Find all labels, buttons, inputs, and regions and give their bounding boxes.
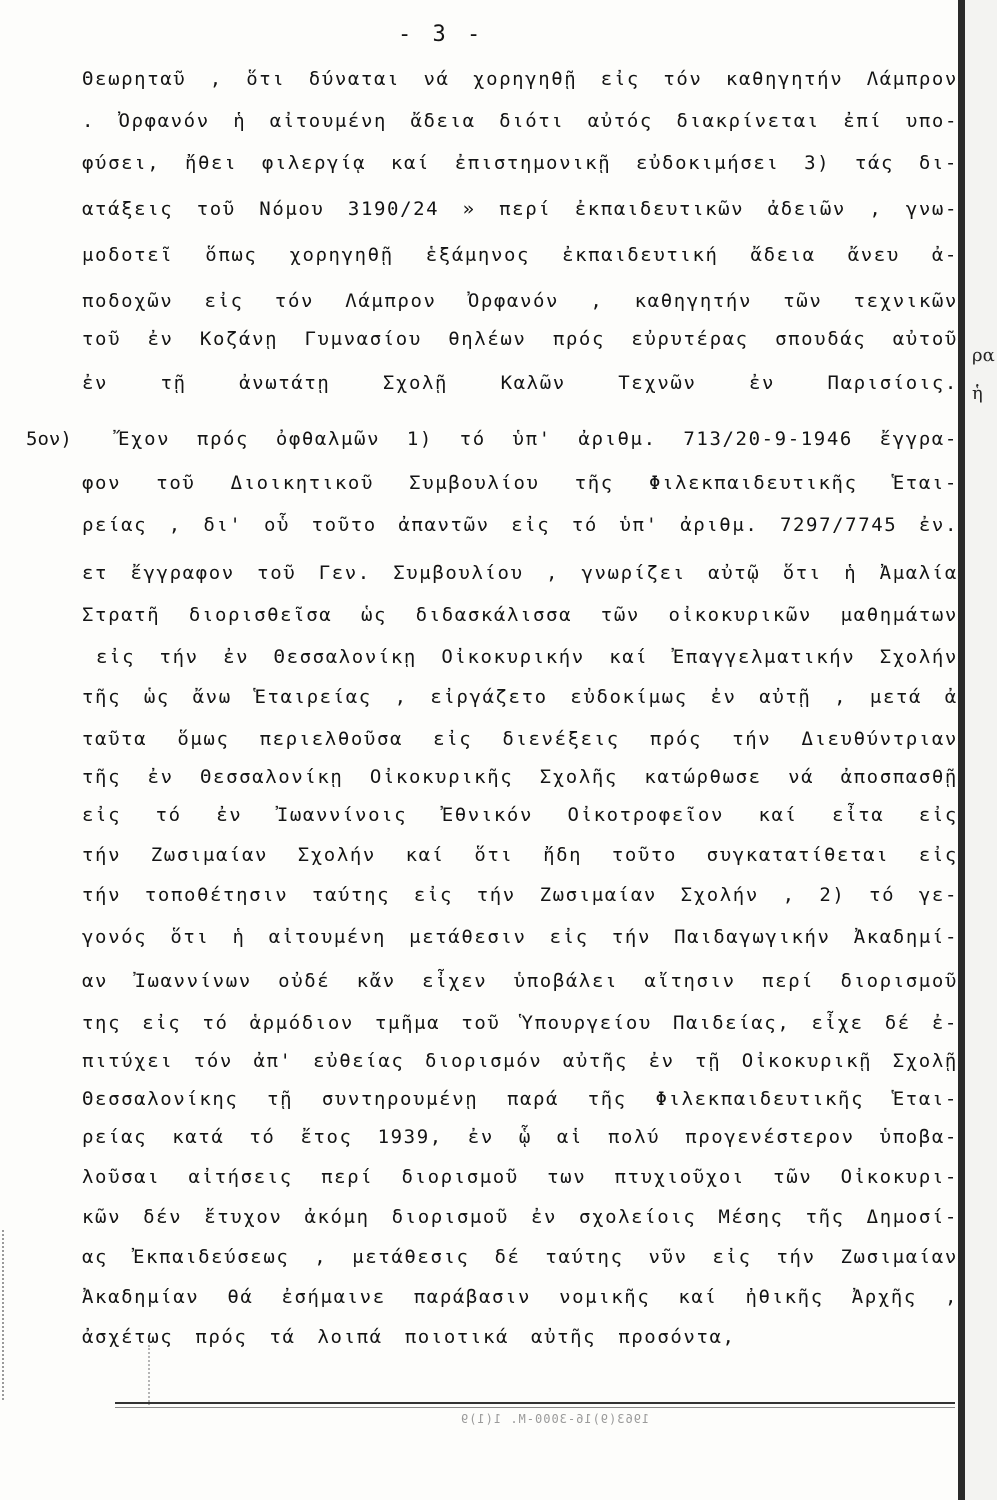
text-line: τῆς ἐν Θεσσαλονίκῃ Οἰκοκυρικῆς Σχολῆς κατώρθωσε νά ἀποσπασθῇ <box>82 766 958 788</box>
printer-imprint: 1963(9)16-3000-M. 1(1)9 <box>460 1412 650 1426</box>
page-number: - 3 - <box>398 22 485 47</box>
text-line: Ἀκαδημίαν θά ἐσήμαινε παράβασιν νομικῆς καί ἠθικῆς Ἀρχῆς , <box>82 1286 958 1308</box>
text-line: . Ὀρφανόν ἡ αἰτουμένη ἄδεια διότι αὐτός διακρίνεται ἐπί υπο- <box>82 110 958 132</box>
text-line: ἐν τῇ ἀνωτάτῃ Σχολῇ Καλῶν Τεχνῶν ἐν Παρισίοις. <box>82 372 958 394</box>
text-line: λοῦσαι αἰτήσεις περί διορισμοῦ των πτυχιοῦχοι τῶν Οἰκοκυρι- <box>82 1166 958 1188</box>
text-line: ρείας , δι' οὗ τοῦτο ἀπαντῶν εἰς τό ὑπ' ἀριθμ. 7297/7745 ἐν. <box>82 514 958 536</box>
text-line: κῶν δέν ἔτυχον ἀκόμη διορισμοῦ ἐν σχολείοις Μέσης τῆς Δημοσί- <box>82 1206 958 1228</box>
text-line: τήν Ζωσιμαίαν Σχολήν καί ὅτι ἤδη τοῦτο συγκατατίθεται εἰς <box>82 844 958 866</box>
section-label: 5ον) <box>26 428 72 450</box>
text-line: φον τοῦ Διοικητικοῦ Συμβουλίου τῆς Φιλεκπαιδευτικῆς Ἑται- <box>82 472 958 494</box>
text-line: τῆς ὡς ἄνω Ἑταιρείας , εἰργάζετο εὐδοκίμως ἐν αὐτῇ , μετά ἀ <box>82 686 958 708</box>
text-line: ας Ἐκπαιδεύσεως , μετάθεσις δέ ταύτης νῦν εἰς τήν Ζωσιμαίαν <box>82 1246 958 1268</box>
text-line: Θεσσαλονίκης τῇ συντηρουμένῃ παρά τῆς Φιλεκπαιδευτικῆς Ἑται- <box>82 1088 958 1110</box>
footer-rule <box>115 1402 955 1404</box>
text-line: ετ ἔγγραφον τοῦ Γεν. Συμβουλίου , γνωρίζει αὐτῷ ὅτι ἡ Ἀμαλία <box>82 562 958 584</box>
text-line: της εἰς τό ἁρμόδιον τμῆμα τοῦ Ὑπουργείου Παιδείας, εἶχε δέ ἐ- <box>82 1012 958 1034</box>
text-line: γονός ὅτι ἡ αἰτουμένη μετάθεσιν εἰς τήν Παιδαγωγικήν Ἀκαδημί- <box>82 926 958 948</box>
margin-marks <box>2 1230 18 1400</box>
footer-rule-shadow <box>115 1407 955 1408</box>
text-line: τήν τοποθέτησιν ταύτης εἰς τήν Ζωσιμαίαν Σχολήν , 2) τό γε- <box>82 884 958 906</box>
text-line: Ἔχον πρός ὀφθαλμῶν 1) τό ὑπ' ἀριθμ. 713/20-9-1946 ἔγγρα- <box>118 428 958 450</box>
text-line: ἀσχέτως πρός τά λοιπά ποιοτικά αὐτῆς προσόντα, <box>82 1326 736 1348</box>
text-line: Θεωρηταῦ , ὅτι δύναται νά χορηγηθῇ εἰς τόν καθηγητήν Λάμπρον <box>82 68 958 90</box>
text-line: ποδοχῶν εἰς τόν Λάμπρον Ὀρφανόν , καθηγητήν τῶν τεχνικῶν <box>82 290 958 312</box>
margin-stamp <box>148 1345 160 1405</box>
edge-fragment: ἡ <box>972 383 983 404</box>
binding-shadow <box>958 0 965 1500</box>
text-line: φύσει, ἤθει φιλεργίᾳ καί ἐπιστημονικῇ εὐδοκιμήσει 3) τάς δι- <box>82 152 958 174</box>
text-line: αν Ἰωαννίνων οὐδέ κἄν εἶχεν ὑποβάλει αἴτησιν περί διορισμοῦ <box>82 970 958 992</box>
text-line: τοῦ ἐν Κοζάνῃ Γυμνασίου θηλέων πρός εὐρυτέρας σπουδάς αὐτοῦ <box>82 328 958 350</box>
text-line: Στρατῆ διορισθεῖσα ὡς διδασκάλισσα τῶν οἰκοκυρικῶν μαθημάτων <box>82 604 958 626</box>
text-line: ατάξεις τοῦ Νόμου 3190/24 » περί ἐκπαιδευτικῶν ἀδειῶν , γνω- <box>82 198 958 220</box>
text-line: ταῦτα ὅμως περιελθοῦσα εἰς διενέξεις πρός τήν Διευθύντριαν <box>82 728 958 750</box>
text-line: εἰς τό ἐν Ἰωαννίνοις Ἐθνικόν Οἰκοτροφεῖον καί εἶτα εἰς <box>82 804 958 826</box>
text-line: μοδοτεῖ ὅπως χορηγηθῇ ἑξάμηνος ἐκπαιδευτική ἄδεια ἄνευ ἀ- <box>82 244 958 266</box>
adjacent-page-strip <box>965 0 997 1500</box>
edge-fragment: ρα <box>972 345 995 366</box>
text-line: πιτύχει τόν ἀπ' εὐθείας διορισμόν αὐτῆς ἐν τῇ Οἰκοκυρικῇ Σχολῇ <box>82 1050 958 1072</box>
text-line: ρείας κατά τό ἔτος 1939, ἐν ᾧ αἱ πολύ προγενέστερον ὑποβα- <box>82 1126 958 1148</box>
text-line: εἰς τήν ἐν Θεσσαλονίκῃ Οἰκοκυρικήν καί Ἐπαγγελματικήν Σχολήν <box>96 646 958 668</box>
